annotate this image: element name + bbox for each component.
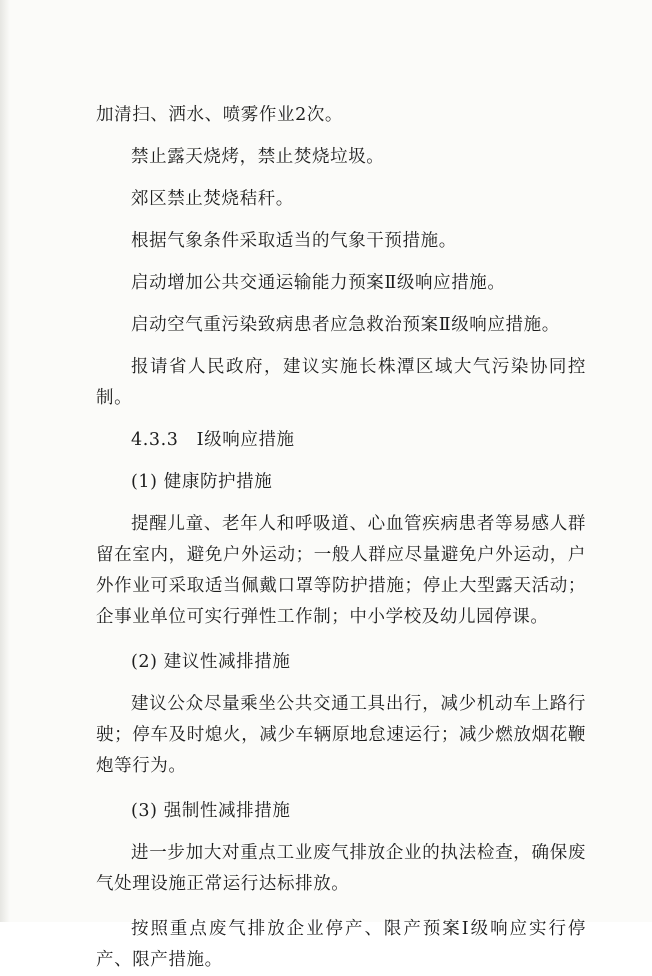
paragraph-enforcement-inspection: 进一步加大对重点工业废气排放企业的执法检查，确保废气处理设施正常运行达标排放。 <box>96 843 586 894</box>
subheading-mandatory-reduction: (3) 强制性减排措施 <box>131 801 291 821</box>
paragraph-regional-control: 报请省人民政府，建议实施长株潭区域大气污染协同控制。 <box>96 357 586 408</box>
paragraph-public-transport: 启动增加公共交通运输能力预案Ⅱ级响应措施。 <box>131 273 506 293</box>
paragraph-health-protection: 提醒儿童、老年人和呼吸道、心血管疾病患者等易感人群留在室内，避免户外运动；一般人群应尽量避免户外运动，户外作业可采取适当佩戴口罩等防护措施；停止大型露天活动；企事业单位可实行弹性工作制；中小学校及幼儿园停课。 <box>96 514 586 627</box>
paragraph-sweeping: 加清扫、洒水、喷雾作业2次。 <box>96 105 344 125</box>
subheading-health-protection: (1) 健康防护措施 <box>131 472 273 492</box>
paragraph-production-limits: 按照重点废气排放企业停产、限产预案Ⅰ级响应实行停产、限产措施。 <box>96 919 586 970</box>
paragraph-no-barbecue: 禁止露天烧烤，禁止焚烧垃圾。 <box>131 147 385 167</box>
paragraph-weather-intervention: 根据气象条件采取适当的气象干预措施。 <box>131 231 457 251</box>
section-heading-4-3-3: 4.3.3 Ⅰ级响应措施 <box>131 430 295 450</box>
paragraph-no-straw-burning: 郊区禁止焚烧秸秆。 <box>131 189 294 209</box>
page-edge-shadow <box>0 0 10 922</box>
paragraph-suggested-reduction: 建议公众尽量乘坐公共交通工具出行，减少机动车上路行驶；停车及时熄火，减少车辆原地怠速运行；减少燃放烟花鞭炮等行为。 <box>96 694 586 776</box>
paragraph-emergency-treatment: 启动空气重污染致病患者应急救治预案Ⅱ级响应措施。 <box>131 315 560 335</box>
subheading-suggested-reduction: (2) 建议性减排措施 <box>131 652 291 672</box>
document-body <box>96 100 586 976</box>
